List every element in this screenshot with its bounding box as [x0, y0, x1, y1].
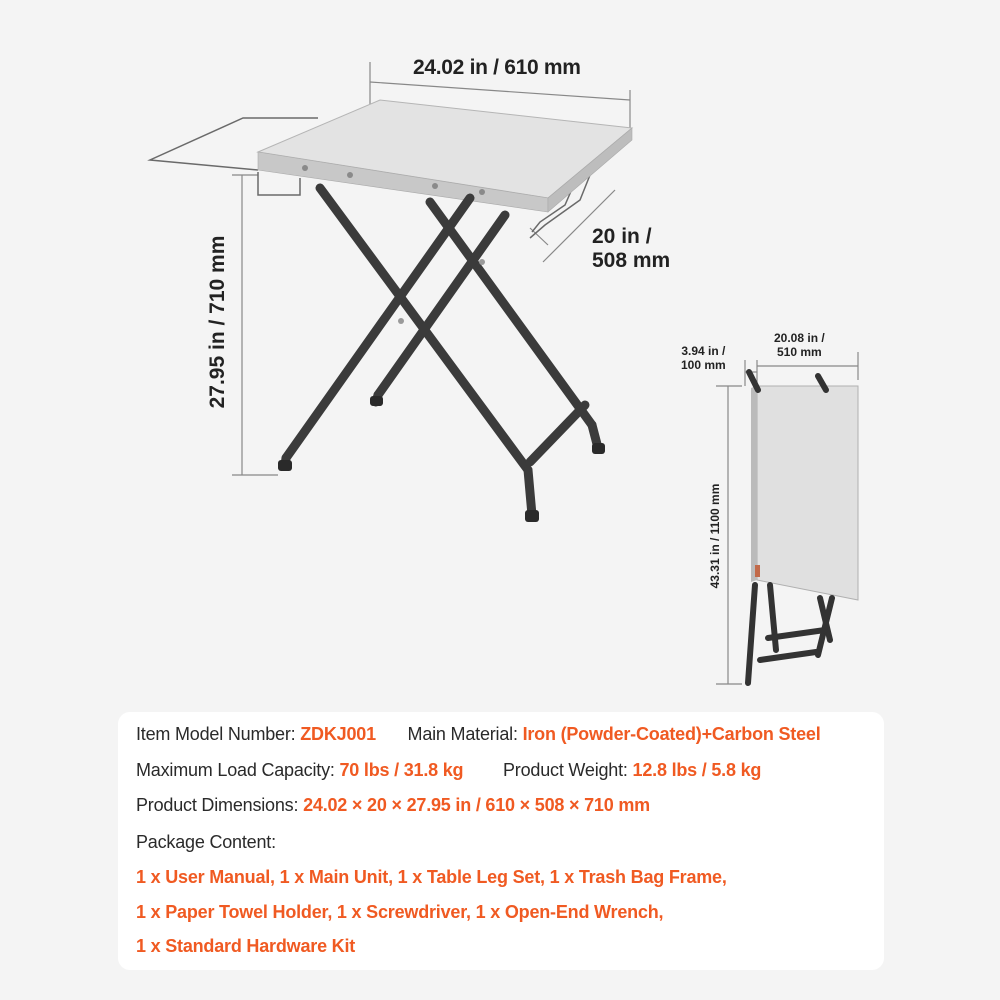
folded-width-line-2: 510 mm — [777, 344, 822, 359]
depth-line-1: 20 in / — [592, 225, 652, 248]
table-legs — [285, 188, 598, 515]
leg-feet — [278, 396, 605, 522]
model-value: ZDKJ001 — [300, 724, 376, 744]
height-dimension-line — [232, 175, 278, 475]
folded-depth-line-1: 3.94 in / — [681, 344, 726, 358]
depth-dimension-label — [592, 225, 670, 273]
folded-height-label: 43.31 in / 1100 mm — [708, 483, 723, 589]
package-label: Package Content: — [136, 832, 276, 852]
folded-width-line-1: 20.08 in / — [774, 331, 825, 345]
width-dimension-label: 24.02 in / 610 mm — [413, 56, 581, 79]
spec-row-load-weight — [136, 760, 761, 781]
table-top — [258, 100, 632, 212]
depth-line-2: 508 mm — [592, 249, 671, 273]
package-line-2: 1 x Paper Towel Holder, 1 x Screwdriver, 1 x Open-End Wrench, — [136, 902, 664, 922]
material-value: Iron (Powder-Coated)+Carbon Steel — [522, 724, 821, 744]
load-value: 70 lbs / 31.8 kg — [339, 760, 464, 780]
dimensions-label: Product Dimensions: — [136, 795, 304, 815]
model-label: Item Model Number: — [136, 724, 301, 744]
height-dimension-label: 27.95 in / 710 mm — [205, 235, 229, 409]
folded-table — [748, 372, 858, 683]
spec-row-dimensions — [136, 795, 650, 816]
weight-label: Product Weight: — [502, 760, 633, 780]
dimensions-value: 24.02 × 20 × 27.95 in / 610 × 508 × 710 mm — [303, 795, 650, 815]
spec-row-model-material — [136, 724, 821, 745]
package-line-3: 1 x Standard Hardware Kit — [136, 936, 356, 956]
load-label: Maximum Load Capacity: — [136, 760, 340, 780]
folded-width-label — [774, 332, 825, 360]
folded-depth-label — [681, 345, 726, 373]
package-line-1: 1 x User Manual, 1 x Main Unit, 1 x Table Leg Set, 1 x Trash Bag Frame, — [136, 867, 727, 887]
weight-value: 12.8 lbs / 5.8 kg — [632, 760, 762, 780]
folded-depth-line-2: 100 mm — [681, 357, 726, 372]
material-label: Main Material: — [407, 724, 523, 744]
